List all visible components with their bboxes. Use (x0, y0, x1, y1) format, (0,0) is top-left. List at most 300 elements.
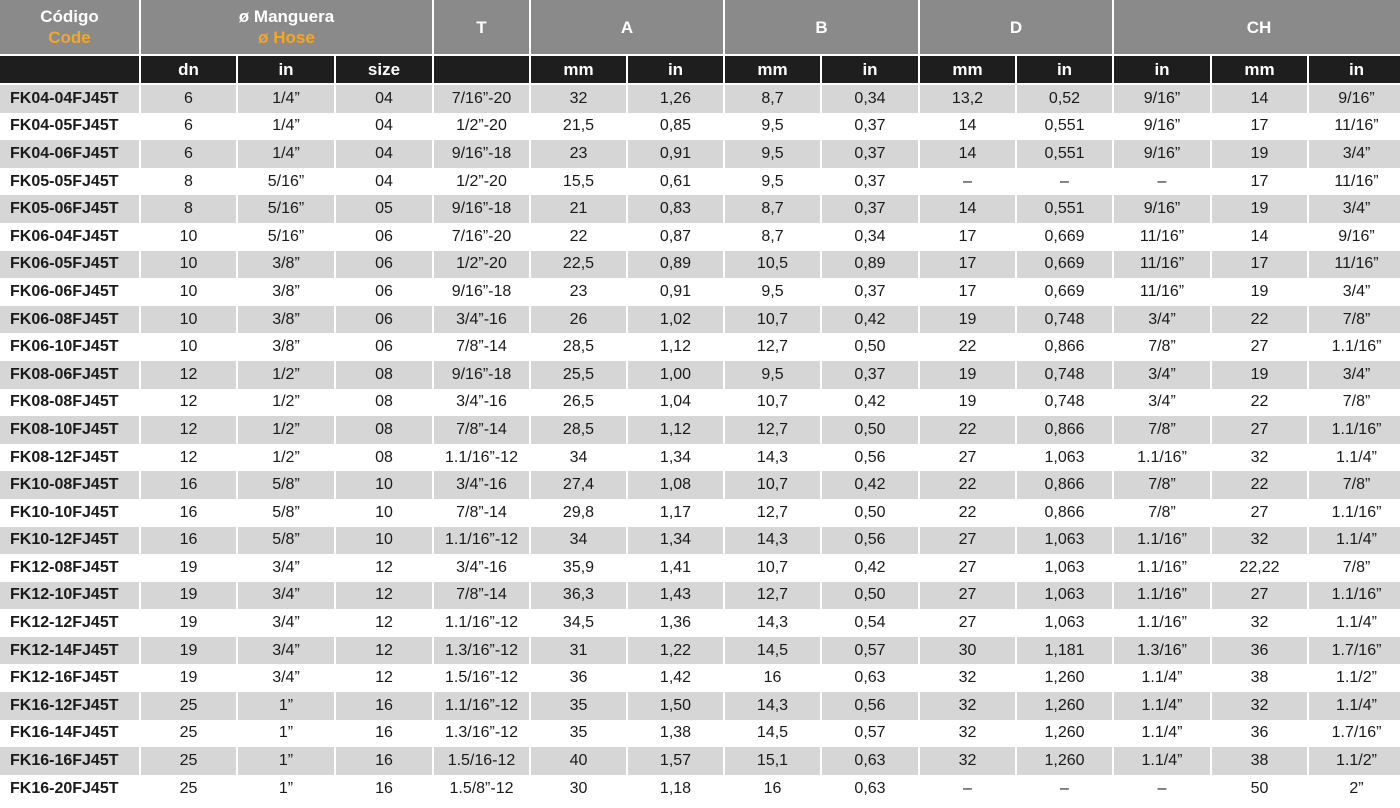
table-cell: 14,5 (725, 637, 820, 665)
table-cell: 1.1/4” (1309, 609, 1400, 637)
header-hose-en: ø Hose (258, 28, 315, 47)
table-cell: 0,89 (628, 251, 723, 279)
table-cell: 1.1/16” (1309, 416, 1400, 444)
table-cell: 17 (920, 251, 1015, 279)
table-cell: 38 (1212, 747, 1307, 775)
table-cell: 0,37 (822, 278, 918, 306)
table-cell: 38 (1212, 664, 1307, 692)
table-cell: 10 (141, 333, 236, 361)
table-cell: 11/16” (1114, 223, 1210, 251)
table-cell: 1/2”-20 (434, 113, 529, 141)
table-row (0, 416, 1400, 444)
table-cell: 27 (920, 444, 1015, 472)
table-cell: 14,3 (725, 444, 820, 472)
table-cell: 9/16” (1309, 223, 1400, 251)
table-cell: 0,551 (1017, 113, 1112, 141)
table-cell: 3/4”-16 (434, 306, 529, 334)
table-cell: 0,866 (1017, 499, 1112, 527)
table-cell: 0,89 (822, 251, 918, 279)
table-cell: 0,37 (822, 113, 918, 141)
header-hose-es: ø Manguera (238, 7, 335, 26)
table-cell: 1.1/4” (1114, 720, 1210, 748)
unit-header: size (336, 56, 432, 83)
table-cell: 1,42 (628, 664, 723, 692)
table-cell: 0,669 (1017, 223, 1112, 251)
table-row (0, 637, 1400, 665)
row-code: FK10-12FJ45T (0, 527, 139, 555)
table-cell: 1.1/16” (1114, 444, 1210, 472)
table-cell: 32 (920, 720, 1015, 748)
table-cell: 25,5 (531, 361, 626, 389)
table-cell: 06 (336, 251, 432, 279)
table-cell: 1/4” (238, 140, 334, 168)
table-cell: 3/4” (238, 554, 334, 582)
table-cell: 08 (336, 444, 432, 472)
row-code: FK10-10FJ45T (0, 499, 139, 527)
table-cell: 9,5 (725, 168, 820, 196)
table-cell: 10,7 (725, 306, 820, 334)
table-cell: 15,1 (725, 747, 820, 775)
table-cell: 5/16” (238, 195, 334, 223)
table-cell: 0,669 (1017, 278, 1112, 306)
table-cell: 5/8” (238, 499, 334, 527)
table-cell: 7/16”-20 (434, 223, 529, 251)
table-cell: 3/4”-16 (434, 554, 529, 582)
table-cell: 9,5 (725, 361, 820, 389)
table-cell: 12 (141, 444, 236, 472)
table-cell: 1.1/16” (1309, 499, 1400, 527)
table-cell: 1.1/16”-12 (434, 692, 529, 720)
table-cell: 17 (1212, 113, 1307, 141)
unit-header: dn (141, 56, 236, 83)
table-cell: 3/8” (238, 333, 334, 361)
table-cell: 1/4” (238, 113, 334, 141)
table-row (0, 195, 1400, 223)
table-cell: 1.1/16”-12 (434, 527, 529, 555)
table-cell: 35 (531, 692, 626, 720)
table-cell: 7/8” (1309, 554, 1400, 582)
table-row (0, 223, 1400, 251)
header-a: A (531, 0, 723, 54)
table-cell: 7/8” (1309, 471, 1400, 499)
unit-header: in (1114, 56, 1210, 83)
table-row (0, 251, 1400, 279)
table-cell: 0,61 (628, 168, 723, 196)
table-cell: 14 (1212, 223, 1307, 251)
table-cell: 7/8” (1114, 471, 1210, 499)
table-cell: 3/4” (1309, 361, 1400, 389)
table-cell: 36 (531, 664, 626, 692)
header-hose (141, 0, 432, 54)
table-cell: 1.1/4” (1114, 747, 1210, 775)
table-cell: 1.5/16”-12 (434, 664, 529, 692)
unit-header: in (1017, 56, 1112, 83)
table-cell: 9/16”-18 (434, 140, 529, 168)
table-cell: – (1114, 775, 1210, 803)
table-cell: 3/4” (1114, 361, 1210, 389)
table-cell: 15,5 (531, 168, 626, 196)
table-cell: 22,22 (1212, 554, 1307, 582)
table-cell: 0,37 (822, 140, 918, 168)
table-cell: 10 (141, 306, 236, 334)
table-row (0, 113, 1400, 141)
table-cell: 0,34 (822, 223, 918, 251)
table-cell: 22 (531, 223, 626, 251)
table-cell: 0,669 (1017, 251, 1112, 279)
table-cell: 6 (141, 140, 236, 168)
table-cell: 1.1/4” (1309, 444, 1400, 472)
table-cell: 1.3/16”-12 (434, 637, 529, 665)
table-cell: 19 (920, 389, 1015, 417)
table-cell: 3/4” (1309, 278, 1400, 306)
table-cell: 0,37 (822, 361, 918, 389)
table-cell: 14 (1212, 85, 1307, 113)
table-cell: 22 (1212, 471, 1307, 499)
table-cell: 8 (141, 195, 236, 223)
table-cell: 36 (1212, 720, 1307, 748)
row-code: FK08-12FJ45T (0, 444, 139, 472)
table-cell: 12 (336, 554, 432, 582)
table-cell: – (1114, 168, 1210, 196)
table-cell: 1,260 (1017, 664, 1112, 692)
row-code: FK05-06FJ45T (0, 195, 139, 223)
table-cell: 14,5 (725, 720, 820, 748)
row-code: FK12-12FJ45T (0, 609, 139, 637)
row-code: FK06-08FJ45T (0, 306, 139, 334)
table-cell: 32 (920, 664, 1015, 692)
table-cell: 1.1/16” (1309, 333, 1400, 361)
table-cell: 8,7 (725, 195, 820, 223)
table-cell: 17 (1212, 168, 1307, 196)
table-cell: 1/2”-20 (434, 251, 529, 279)
table-cell: 30 (920, 637, 1015, 665)
table-cell: 0,57 (822, 637, 918, 665)
table-cell: 25 (141, 775, 236, 803)
row-code: FK06-06FJ45T (0, 278, 139, 306)
table-cell: 1,02 (628, 306, 723, 334)
table-cell: 16 (336, 692, 432, 720)
unit-header: in (1309, 56, 1400, 83)
table-cell: 12 (336, 664, 432, 692)
header-code-es: Código (40, 7, 99, 26)
table-cell: 9/16” (1114, 113, 1210, 141)
table-cell: 16 (141, 527, 236, 555)
table-cell: 1.1/16” (1114, 582, 1210, 610)
table-cell: 1,41 (628, 554, 723, 582)
table-cell: 1.7/16” (1309, 720, 1400, 748)
table-cell: 32 (920, 692, 1015, 720)
table-body (0, 85, 1400, 802)
table-row (0, 609, 1400, 637)
table-cell: 1,38 (628, 720, 723, 748)
table-cell: 31 (531, 637, 626, 665)
table-cell: 10 (141, 223, 236, 251)
table-cell: 3/4” (238, 664, 334, 692)
table-cell: 2” (1309, 775, 1400, 803)
table-cell: 9/16” (1114, 85, 1210, 113)
table-cell: 1.1/16”-12 (434, 444, 529, 472)
table-cell: – (1017, 168, 1112, 196)
table-cell: 8 (141, 168, 236, 196)
table-cell: 06 (336, 333, 432, 361)
table-cell: 0,748 (1017, 389, 1112, 417)
table-cell: 12 (141, 416, 236, 444)
table-cell: 19 (141, 582, 236, 610)
table-cell: 27 (1212, 333, 1307, 361)
table-cell: 1,181 (1017, 637, 1112, 665)
table-cell: 0,37 (822, 195, 918, 223)
row-code: FK12-10FJ45T (0, 582, 139, 610)
table-cell: 0,42 (822, 554, 918, 582)
table-cell: – (1017, 775, 1112, 803)
table-cell: 7/8”-14 (434, 582, 529, 610)
table-cell: 0,54 (822, 609, 918, 637)
table-header (0, 0, 1400, 85)
table-cell: 0,56 (822, 444, 918, 472)
table-cell: 10,7 (725, 554, 820, 582)
table-cell: 5/16” (238, 168, 334, 196)
table-cell: 0,34 (822, 85, 918, 113)
header-ch: CH (1114, 0, 1400, 54)
table-cell: 3/8” (238, 251, 334, 279)
table-cell: 40 (531, 747, 626, 775)
table-cell: 5/8” (238, 471, 334, 499)
table-cell: 1.1/4” (1114, 692, 1210, 720)
table-cell: 3/4”-16 (434, 471, 529, 499)
table-cell: 27 (920, 582, 1015, 610)
table-cell: 9/16”-18 (434, 195, 529, 223)
table-cell: 3/4” (238, 609, 334, 637)
table-cell: 0,50 (822, 333, 918, 361)
table-cell: 11/16” (1309, 168, 1400, 196)
table-row (0, 140, 1400, 168)
table-cell: 1/2” (238, 444, 334, 472)
table-cell: 08 (336, 416, 432, 444)
table-cell: 1,08 (628, 471, 723, 499)
row-code: FK06-04FJ45T (0, 223, 139, 251)
table-cell: 12 (141, 361, 236, 389)
table-cell: 04 (336, 168, 432, 196)
table-cell: 27 (920, 609, 1015, 637)
table-cell: 1,00 (628, 361, 723, 389)
table-cell: 16 (336, 775, 432, 803)
table-cell: 0,63 (822, 664, 918, 692)
table-cell: 0,50 (822, 499, 918, 527)
header-b: B (725, 0, 918, 54)
table-cell: 19 (1212, 140, 1307, 168)
table-cell: 0,866 (1017, 333, 1112, 361)
table-cell: 1.1/4” (1114, 664, 1210, 692)
table-cell: 3/4” (238, 582, 334, 610)
table-cell: 28,5 (531, 333, 626, 361)
table-cell: 16 (141, 499, 236, 527)
table-cell: 06 (336, 306, 432, 334)
table-cell: 22 (920, 471, 1015, 499)
row-code: FK06-05FJ45T (0, 251, 139, 279)
row-code: FK04-06FJ45T (0, 140, 139, 168)
table-cell: 0,85 (628, 113, 723, 141)
table-cell: 1.1/16” (1114, 609, 1210, 637)
table-cell: 1.7/16” (1309, 637, 1400, 665)
table-row (0, 664, 1400, 692)
table-cell: 0,52 (1017, 85, 1112, 113)
table-cell: 1,57 (628, 747, 723, 775)
table-cell: 14 (920, 140, 1015, 168)
table-cell: 19 (920, 306, 1015, 334)
header-row-units (0, 56, 1400, 83)
table-cell: 32 (1212, 444, 1307, 472)
table-cell: 10 (336, 527, 432, 555)
table-cell: 3/4” (1114, 389, 1210, 417)
table-cell: 1/2” (238, 416, 334, 444)
row-code: FK16-20FJ45T (0, 775, 139, 803)
table-cell: 27,4 (531, 471, 626, 499)
table-cell: 28,5 (531, 416, 626, 444)
unit-header: mm (725, 56, 820, 83)
table-cell: 11/16” (1309, 113, 1400, 141)
header-code-en: Code (48, 28, 91, 47)
table-cell: 36,3 (531, 582, 626, 610)
table-cell: 9/16”-18 (434, 278, 529, 306)
table-cell: 32 (1212, 527, 1307, 555)
table-cell: 12 (336, 582, 432, 610)
header-d: D (920, 0, 1112, 54)
row-code: FK08-06FJ45T (0, 361, 139, 389)
table-cell: 9/16” (1114, 140, 1210, 168)
table-cell: 16 (141, 471, 236, 499)
table-cell: 32 (531, 85, 626, 113)
table-cell: 1/2” (238, 361, 334, 389)
table-cell: 27 (920, 554, 1015, 582)
table-cell: 1.1/16”-12 (434, 609, 529, 637)
table-row (0, 554, 1400, 582)
table-cell: 1.1/16” (1114, 554, 1210, 582)
table-cell: 9,5 (725, 113, 820, 141)
table-cell: – (920, 775, 1015, 803)
table-cell: 34,5 (531, 609, 626, 637)
table-row (0, 720, 1400, 748)
table-cell: 1” (238, 692, 334, 720)
unit-header: mm (920, 56, 1015, 83)
table-cell: 0,866 (1017, 416, 1112, 444)
table-cell: 0,87 (628, 223, 723, 251)
table-cell: 1,17 (628, 499, 723, 527)
table-cell: 1/2”-20 (434, 168, 529, 196)
row-code: FK16-14FJ45T (0, 720, 139, 748)
table-cell: 0,56 (822, 527, 918, 555)
table-cell: 32 (920, 747, 1015, 775)
table-cell: 19 (1212, 195, 1307, 223)
header-row-main (0, 0, 1400, 54)
table-cell: 19 (1212, 361, 1307, 389)
header-code (0, 0, 139, 54)
table-cell: 19 (141, 554, 236, 582)
table-cell: 1,36 (628, 609, 723, 637)
unit-header: in (822, 56, 918, 83)
table-cell: 17 (1212, 251, 1307, 279)
table-cell: 1,260 (1017, 720, 1112, 748)
table-cell: 3/8” (238, 306, 334, 334)
table-cell: 36 (1212, 637, 1307, 665)
table-cell: 29,8 (531, 499, 626, 527)
table-cell: 3/8” (238, 278, 334, 306)
table-cell: 23 (531, 140, 626, 168)
table-cell: 0,57 (822, 720, 918, 748)
table-cell: 17 (920, 223, 1015, 251)
table-cell: 9,5 (725, 140, 820, 168)
table-cell: 27 (1212, 416, 1307, 444)
row-code: FK12-08FJ45T (0, 554, 139, 582)
header-t: T (434, 0, 529, 54)
table-cell: 3/4”-16 (434, 389, 529, 417)
table-cell: 7/16”-20 (434, 85, 529, 113)
table-cell: 12,7 (725, 416, 820, 444)
table-cell: 19 (920, 361, 1015, 389)
table-cell: 1,50 (628, 692, 723, 720)
table-cell: – (920, 168, 1015, 196)
table-cell: 1” (238, 747, 334, 775)
table-cell: 16 (725, 775, 820, 803)
table-cell: 19 (1212, 278, 1307, 306)
table-cell: 3/4” (1309, 195, 1400, 223)
table-cell: 1,063 (1017, 609, 1112, 637)
table-cell: 11/16” (1114, 251, 1210, 279)
table-cell: 1.1/16” (1309, 582, 1400, 610)
table-cell: 7/8”-14 (434, 416, 529, 444)
table-cell: 1,04 (628, 389, 723, 417)
table-cell: 1,260 (1017, 692, 1112, 720)
table-cell: 0,63 (822, 747, 918, 775)
table-cell: 17 (920, 278, 1015, 306)
table-cell: 08 (336, 389, 432, 417)
table-cell: 0,42 (822, 389, 918, 417)
table-cell: 0,56 (822, 692, 918, 720)
row-code: FK12-16FJ45T (0, 664, 139, 692)
table-cell: 0,37 (822, 168, 918, 196)
table-cell: 6 (141, 85, 236, 113)
unit-header: mm (531, 56, 626, 83)
table-cell: 32 (1212, 692, 1307, 720)
table-cell: 13,2 (920, 85, 1015, 113)
table-row (0, 361, 1400, 389)
table-cell: 12,7 (725, 333, 820, 361)
table-cell: 14 (920, 113, 1015, 141)
table-row (0, 471, 1400, 499)
table-cell: 05 (336, 195, 432, 223)
table-cell: 10 (141, 278, 236, 306)
table-cell: 16 (336, 720, 432, 748)
table-cell: 14,3 (725, 609, 820, 637)
table-cell: 12 (336, 609, 432, 637)
table-cell: 21 (531, 195, 626, 223)
table-cell: 1.1/16” (1114, 527, 1210, 555)
table-row (0, 692, 1400, 720)
unit-header (0, 56, 139, 83)
table-cell: 1,26 (628, 85, 723, 113)
table-cell: 1.1/2” (1309, 747, 1400, 775)
table-cell: 7/8” (1114, 416, 1210, 444)
table-cell: 1.1/4” (1309, 527, 1400, 555)
table-cell: 1” (238, 720, 334, 748)
table-cell: 25 (141, 692, 236, 720)
table-cell: 16 (725, 664, 820, 692)
table-cell: 04 (336, 85, 432, 113)
table-row (0, 306, 1400, 334)
table-cell: 06 (336, 223, 432, 251)
table-cell: 7/8”-14 (434, 499, 529, 527)
table-cell: 19 (141, 637, 236, 665)
table-cell: 04 (336, 113, 432, 141)
